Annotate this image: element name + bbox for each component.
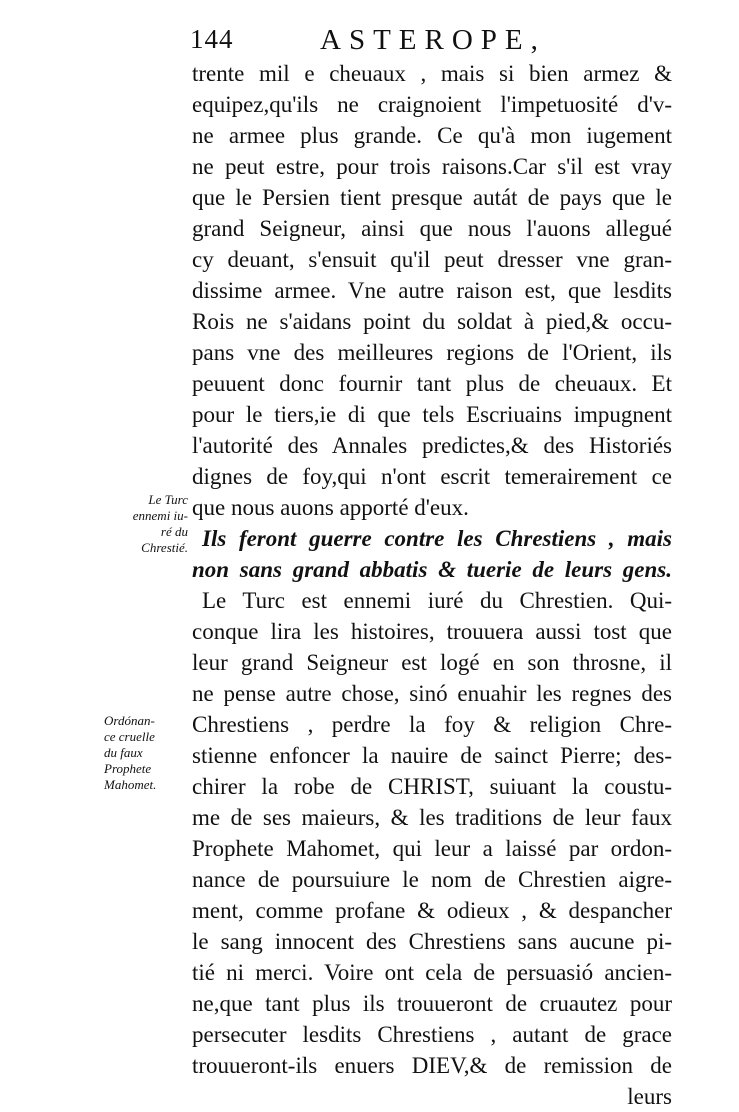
text-line: ne pense autre chose, sinó enuahir les regnes des — [192, 681, 672, 706]
catchword: leurs — [627, 1084, 672, 1109]
main-text — [192, 58, 672, 1112]
text-line: ne peut estre, pour trois raisons.Car s'il est vray — [192, 154, 672, 179]
margin-note-line: ré du — [160, 524, 188, 539]
text-line: nance de poursuiure le nom de Chrestien aigre- — [192, 867, 672, 892]
margin-note-line: Ordónan- — [104, 713, 155, 728]
margin-note-line: du faux — [104, 745, 143, 760]
margin-note-line: ce cruelle — [104, 729, 155, 744]
margin-note-line: Le Turc — [148, 492, 188, 507]
margin-note-line: ennemi iu- — [132, 508, 188, 523]
margin-note-line: Prophete — [104, 761, 152, 776]
margin-note-ordonnance — [104, 713, 188, 793]
text-line: equipez,qu'ils ne craignoient l'impetuosité d'v- — [192, 92, 672, 117]
page-number: 144 — [190, 24, 234, 54]
text-line: chirer la robe de CHRIST, suiuant la coustu- — [192, 774, 672, 799]
text-line: conque lira les histoires, trouuera aussi tost que — [192, 619, 672, 644]
text-line: stienne enfoncer la nauire de sainct Pierre; des- — [192, 743, 672, 768]
text-line: Rois ne s'aidans point du soldat à pied,& occu- — [192, 309, 672, 334]
margin-note-line: Mahomet. — [104, 777, 157, 792]
text-line: persecuter lesdits Chrestiens , autant de grace — [192, 1022, 672, 1047]
text-line: leur grand Seigneur est logé en son throsne, il — [192, 650, 672, 675]
text-line: me de ses maieurs, & les traditions de leur faux — [192, 805, 672, 830]
text-line: grand Seigneur, ainsi que nous l'auons allegué — [192, 216, 672, 241]
text-line: Chrestiens , perdre la foy & religion Chre- — [192, 712, 672, 737]
text-line: trente mil e cheuaux , mais si bien armez & — [192, 61, 672, 86]
text-line: que le Persien tient presque autát de pays que le — [192, 185, 672, 210]
text-line: tié ni merci. Voire ont cela de persuasió ancien- — [192, 960, 672, 985]
text-line: le sang innocent des Chrestiens sans aucune pi- — [192, 929, 672, 954]
margin-note-turc — [108, 492, 188, 556]
text-line: dissime armee. Vne autre raison est, que lesdits — [192, 278, 672, 303]
italic-heading-line: non sans grand abbatis & tuerie de leurs gens. — [192, 557, 672, 582]
text-line: ne armee plus grande. Ce qu'à mon iugement — [192, 123, 672, 148]
text-line: pans vne des meilleures regions de l'Orient, ils — [192, 340, 672, 365]
text-line: dignes de foy,qui n'ont escrit temerairement ce — [192, 464, 672, 489]
text-line: ment, comme profane & odieux , & despancher — [192, 898, 672, 923]
text-line: pour le tiers,ie di que tels Escriuains impugnent — [192, 402, 672, 427]
text-line: cy deuant, s'ensuit qu'il peut dresser vne gran- — [192, 247, 672, 272]
text-line: ne,que tant plus ils trouueront de cruautez pour — [192, 991, 672, 1016]
text-line: l'autorité des Annales predictes,& des Historiés — [192, 433, 672, 458]
italic-heading-line: Ils feront guerre contre les Chrestiens , mais — [202, 526, 672, 551]
text-line: que nous auons apporté d'eux. — [192, 495, 469, 520]
text-line: Le Turc est ennemi iuré du Chrestien. Qui- — [202, 588, 672, 613]
text-line: trouueront-ils enuers DIEV,& de remission de — [192, 1053, 672, 1078]
running-title: ASTEROPE, — [320, 24, 546, 56]
text-line: Prophete Mahomet, qui leur a laissé par ordon- — [192, 836, 672, 861]
text-line: peuuent donc fournir tant plus de cheuaux. Et — [192, 371, 672, 396]
margin-note-line: Chrestié. — [141, 540, 188, 555]
